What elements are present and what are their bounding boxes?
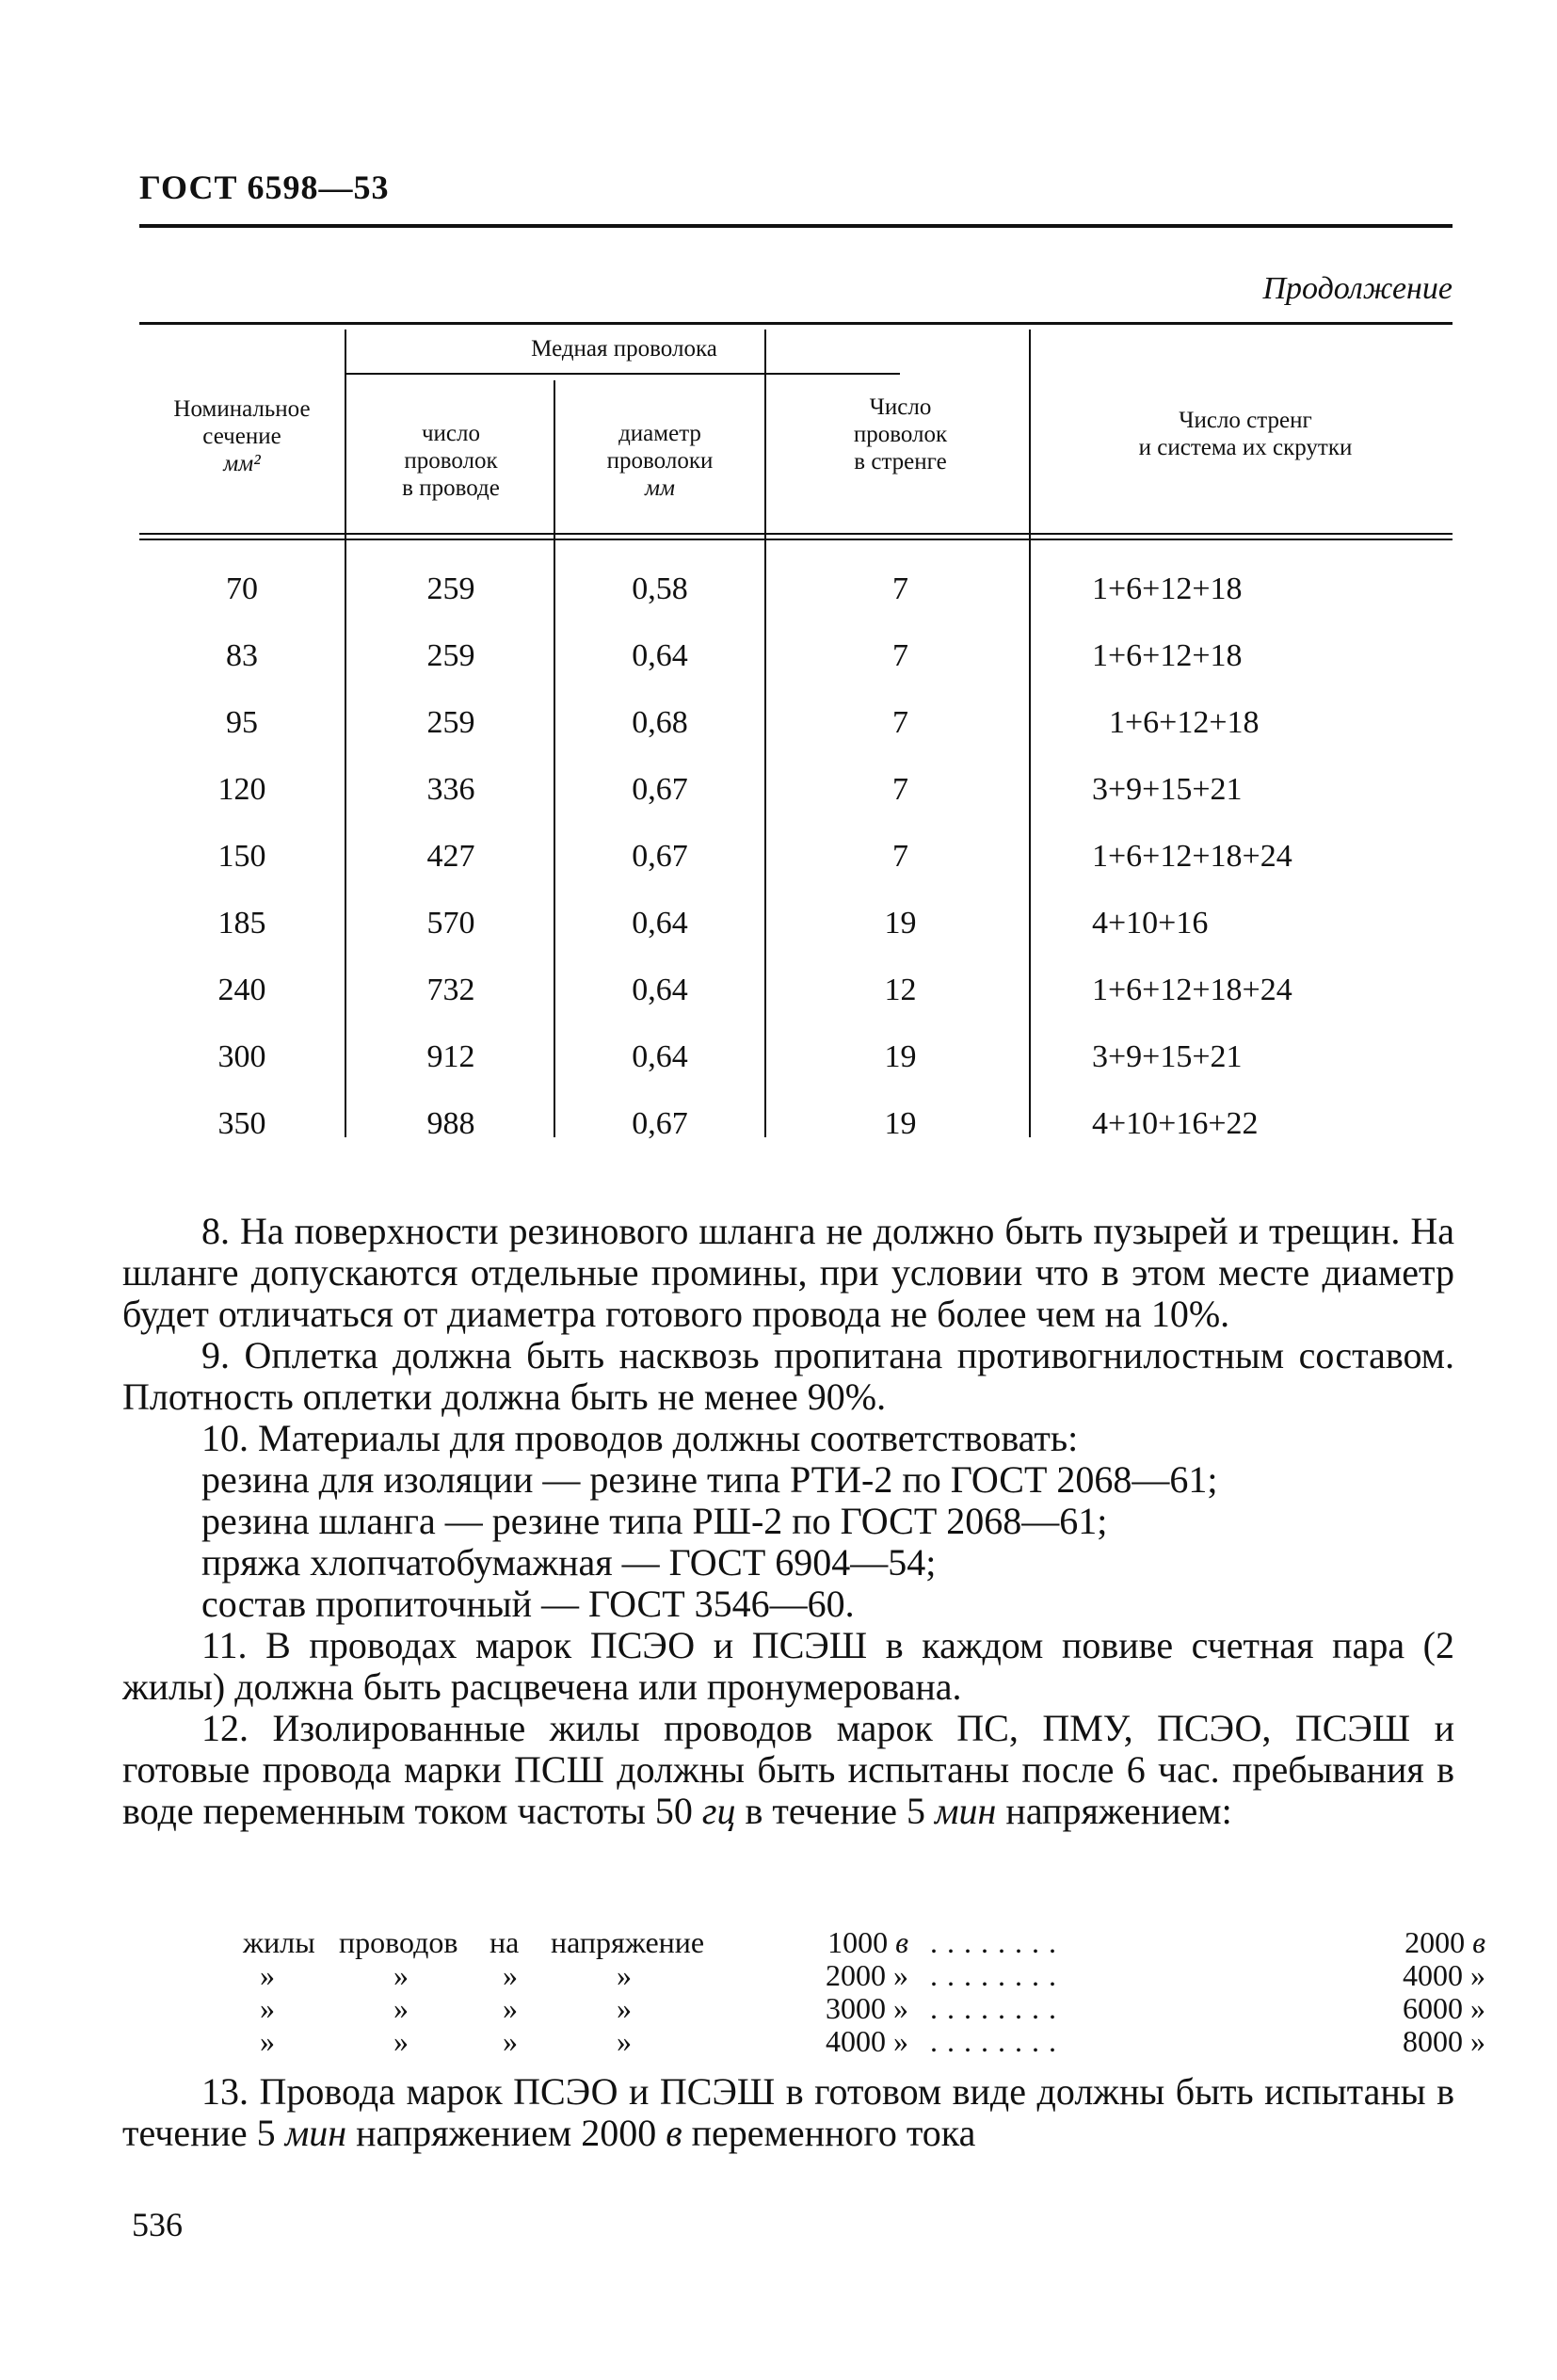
clause-13-block <box>122 2071 1454 2154</box>
clause-10-item: резина шланга — резине типа РШ-2 по ГОСТ 2068—61; <box>201 1500 1108 1542</box>
voltage-row: » » » » 3000 » ........ 6000 » <box>260 1991 1485 2025</box>
voltage-row: » » » » 2000 » ........ 4000 » <box>260 1958 1485 1992</box>
header-rule <box>139 224 1453 228</box>
header-wire-diameter: диаметр проволоки мм <box>606 421 714 501</box>
table-row-twist: 1+6+12+18 <box>1092 571 1243 606</box>
table-row-twist: 1+6+12+18+24 <box>1092 839 1292 874</box>
table-row-per-strand: 7 <box>892 772 908 807</box>
table-row-twist: 4+10+16 <box>1092 906 1209 941</box>
clause-12: 12. Изолированные жилы проводов марок ПС, ПМУ, ПСЭО, ПСЭШ и готовые провода марки ПСШ должны быть испытаны после 6 час. пребывания в воде переменным током частоты 50 гц в течение 5 мин напряжением: <box>122 1707 1454 1832</box>
clause-10-item: пряжа хлопчатобумажная — ГОСТ 6904—54; <box>201 1541 937 1584</box>
clause-9: 9. Оплетка должна быть насквозь пропитана противогнилостным составом. Плотность оплетки должна быть не менее 90%. <box>122 1334 1454 1418</box>
table-row-diameter: 0,64 <box>632 973 688 1007</box>
table-row-section: 83 <box>226 638 258 673</box>
table-row-per-strand: 7 <box>892 839 908 874</box>
continuation-label: Продолжение <box>1262 271 1453 306</box>
table-row-diameter: 0,67 <box>632 1106 688 1141</box>
table-row-diameter: 0,58 <box>632 571 688 606</box>
table-row-twist: 1+6+12+18 <box>1092 638 1243 673</box>
table-row-twist: 3+9+15+21 <box>1092 772 1243 807</box>
table-row-diameter: 0,67 <box>632 772 688 807</box>
clause-11: 11. В проводах марок ПСЭО и ПСЭШ в каждом повиве счетная пара (2 жилы) должна быть расцвечена или пронумерована. <box>122 1624 1454 1708</box>
table-row-per-strand: 19 <box>884 906 917 941</box>
header-wires-in-conductor: число проволок в проводе <box>402 421 500 501</box>
table-header-rule-1 <box>139 533 1453 535</box>
table-row-section: 120 <box>217 772 266 807</box>
table-row-twist: 1+6+12+18+24 <box>1092 973 1292 1007</box>
table-row-diameter: 0,64 <box>632 906 688 941</box>
table-row-wires: 570 <box>426 906 475 941</box>
clause-8: 8. На поверхности резинового шланга не должно быть пузырей и трещин. На шланге допускаются отдельные промины, при условии что в этом месте диаметр будет отличаться от диаметра готового провода не более чем на 10%. <box>122 1210 1454 1335</box>
table-row-wires: 912 <box>426 1039 475 1074</box>
table-row-diameter: 0,68 <box>632 705 688 740</box>
clause-10-item: состав пропиточный — ГОСТ 3546—60. <box>201 1583 855 1625</box>
table-header-rule-2 <box>139 539 1453 540</box>
table-row-wires: 732 <box>426 973 475 1007</box>
table-row-wires: 259 <box>426 638 475 673</box>
table-row-per-strand: 7 <box>892 571 908 606</box>
header-nominal-section: Номинальное сечение мм² <box>173 396 311 476</box>
page-number: 536 <box>132 2206 183 2243</box>
header-wires-in-strand: Число проволок в стренге <box>853 394 948 474</box>
table-row-wires: 427 <box>426 839 475 874</box>
table-row-per-strand: 7 <box>892 638 908 673</box>
clause-13: 13. Провода марок ПСЭО и ПСЭШ в готовом виде должны быть испытаны в течение 5 мин напряжением 2000 в переменного тока <box>122 2070 1454 2154</box>
table-row-diameter: 0,64 <box>632 1039 688 1074</box>
table-row-wires: 259 <box>426 571 475 606</box>
table-row-per-strand: 19 <box>884 1106 917 1141</box>
header-copper-wire: Медная проволока <box>531 336 717 362</box>
copper-wire-rule <box>346 373 900 375</box>
voltage-row: жилы проводов на напряжение 1000 в ........ 2000 в <box>243 1925 1485 1959</box>
table-row-twist: 4+10+16+22 <box>1092 1106 1259 1141</box>
table-row-diameter: 0,64 <box>632 638 688 673</box>
table-row-section: 300 <box>217 1039 266 1074</box>
table-row-section: 350 <box>217 1106 266 1141</box>
table-row-wires: 988 <box>426 1106 475 1141</box>
table-row-section: 70 <box>226 571 258 606</box>
table-row-wires: 259 <box>426 705 475 740</box>
clause-10-item: резина для изоляции — резине типа РТИ-2 по ГОСТ 2068—61; <box>201 1458 1218 1501</box>
table-row-section: 95 <box>226 705 258 740</box>
table-row-wires: 336 <box>426 772 475 807</box>
table-row-section: 240 <box>217 973 266 1007</box>
table-row-per-strand: 7 <box>892 705 908 740</box>
table-row-per-strand: 12 <box>884 973 917 1007</box>
table-top-rule <box>139 322 1453 325</box>
col-divider-1 <box>345 330 346 1137</box>
table-row-section: 150 <box>217 839 266 874</box>
doc-title: ГОСТ 6598—53 <box>139 169 390 206</box>
table-row-diameter: 0,67 <box>632 839 688 874</box>
table-row-twist: 1+6+12+18 <box>1109 705 1260 740</box>
header-strands-twist: Число стренг и система их скрутки <box>1138 408 1353 460</box>
cable-table <box>139 322 1453 1143</box>
clause-10: 10. Материалы для проводов должны соответствовать: <box>201 1417 1079 1459</box>
voltage-row: » » » » 4000 » ........ 8000 » <box>260 2024 1485 2058</box>
body-text <box>122 1211 1454 1832</box>
table-row-twist: 3+9+15+21 <box>1092 1039 1243 1074</box>
voltage-list <box>122 1925 1485 2058</box>
table-row-per-strand: 19 <box>884 1039 917 1074</box>
table-row-section: 185 <box>217 906 266 941</box>
